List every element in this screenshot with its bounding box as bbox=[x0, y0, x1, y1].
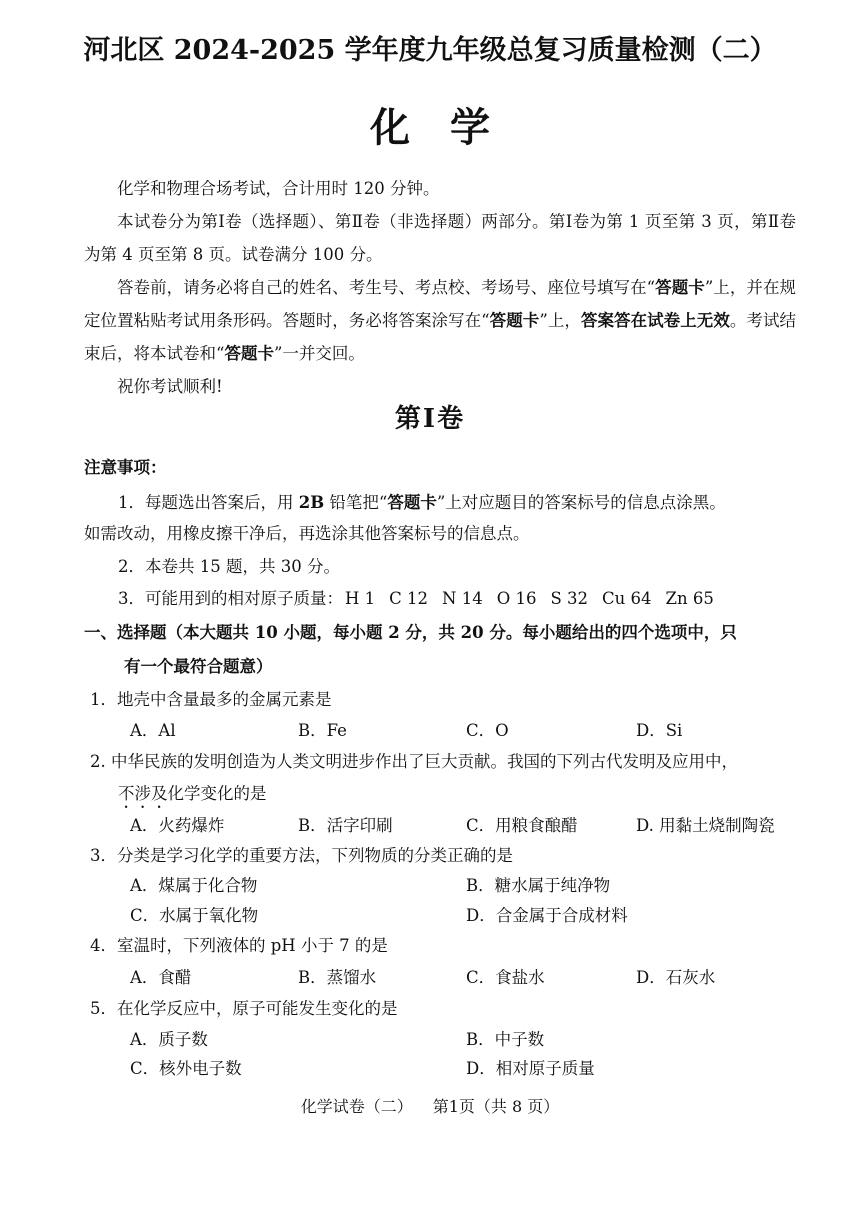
intro-paragraph-3 bbox=[84, 271, 796, 370]
option-b: B．Fe bbox=[298, 721, 347, 740]
note-1-continued: 如需改动，用橡皮擦干净后，再选涂其他答案标号的信息点。 bbox=[84, 524, 530, 543]
option-d: D．合金属于合成材料 bbox=[466, 906, 628, 925]
atomic-mass: C 12 bbox=[389, 589, 429, 608]
option-a: A．火药爆炸 bbox=[130, 816, 225, 835]
option-d: D．Si bbox=[636, 721, 683, 740]
atomic-mass: S 32 bbox=[550, 589, 589, 608]
option-c: C．核外电子数 bbox=[130, 1059, 242, 1078]
note-text: 铅笔把“ bbox=[324, 493, 388, 512]
atomic-mass: N 14 bbox=[442, 589, 483, 608]
option-a: A．Al bbox=[130, 721, 176, 740]
option-d: D. 用黏土烧制陶瓷 bbox=[636, 816, 775, 835]
subject-title: 化学 bbox=[370, 104, 530, 151]
option-b: B．蒸馏水 bbox=[298, 968, 377, 987]
question-stem: 2. 中华民族的发明创造为人类文明进步作出了巨大贡献。我国的下列古代发明及应用中， bbox=[90, 752, 738, 771]
intro-paragraph-1: 化学和物理合场考试，合计用时 120 分钟。 bbox=[117, 179, 440, 198]
question-text: 化学变化的是 bbox=[167, 784, 267, 803]
exam-title: 河北区 2024-2025 学年度九年级总复习质量检测（二） bbox=[83, 35, 777, 66]
intro-paragraph-2: 本试卷分为第Ⅰ卷（选择题）、第Ⅱ卷（非选择题）两部分。第Ⅰ卷为第 1 页至第 3 页，第Ⅱ卷为第 4 页至第 8 页。试卷满分 100 分。 bbox=[84, 212, 796, 264]
intro-text: ”上，并在规定位置粘贴考试用条形码。答题时，务必将答案涂写在“ bbox=[84, 278, 797, 330]
note-2: 2．本卷共 15 题，共 30 分。 bbox=[118, 557, 340, 576]
emphasized-negation: 不涉及 bbox=[118, 784, 168, 803]
part-heading-line-2: 有一个最符合题意） bbox=[124, 657, 273, 676]
question-stem-continued bbox=[118, 783, 267, 812]
atomic-mass: Cu 64 bbox=[602, 589, 652, 608]
note-1 bbox=[118, 492, 726, 514]
option-b: B．活字印刷 bbox=[298, 816, 393, 835]
invalid-answer-warning: 答案答在试卷上无效 bbox=[580, 311, 730, 330]
answer-card-term: 答题卡 bbox=[655, 278, 705, 297]
answer-card-term: 答题卡 bbox=[224, 344, 274, 363]
intro-text: 答卷前，请务必将自己的姓名、考生号、考点校、考场号、座位号填写在“ bbox=[117, 278, 656, 297]
atomic-mass: Zn 65 bbox=[665, 589, 714, 608]
intro-text: ”上， bbox=[539, 311, 581, 330]
option-b: B．中子数 bbox=[466, 1030, 545, 1049]
note-3-label: 3．可能用到的相对原子质量： bbox=[118, 589, 343, 608]
question-stem: 4．室温时，下列液体的 pH 小于 7 的是 bbox=[90, 936, 388, 955]
option-c: C．用粮食酿醋 bbox=[466, 816, 578, 835]
option-a: A．质子数 bbox=[130, 1030, 208, 1049]
pencil-type: 2B bbox=[298, 493, 325, 512]
option-a: A．煤属于化合物 bbox=[130, 876, 258, 895]
page-footer bbox=[0, 1094, 860, 1117]
notes-heading: 注意事项： bbox=[84, 458, 167, 477]
answer-card-term: 答题卡 bbox=[489, 311, 540, 330]
option-a: A．食醋 bbox=[130, 968, 192, 987]
option-c: C．O bbox=[466, 721, 509, 740]
question-stem: 5．在化学反应中，原子可能发生变化的是 bbox=[90, 999, 398, 1018]
answer-card-term: 答题卡 bbox=[387, 493, 437, 512]
note-3 bbox=[118, 588, 728, 610]
intro-text: 。考试结束后，将本试卷和“ bbox=[84, 311, 797, 363]
option-d: D．相对原子质量 bbox=[466, 1059, 595, 1078]
atomic-mass: H 1 bbox=[345, 589, 376, 608]
part-heading-line-1: 一、选择题（本大题共 10 小题，每小题 2 分，共 20 分。每小题给出的四个选项中，只 bbox=[84, 623, 737, 642]
question-stem: 1．地壳中含量最多的金属元素是 bbox=[90, 690, 332, 709]
question-stem: 3．分类是学习化学的重要方法，下列物质的分类正确的是 bbox=[90, 846, 513, 865]
note-text: 1．每题选出答案后，用 bbox=[118, 493, 299, 512]
intro-paragraph-4: 祝你考试顺利! bbox=[117, 377, 223, 396]
option-d: D．石灰水 bbox=[636, 968, 716, 987]
section-title: 第Ⅰ卷 bbox=[394, 404, 466, 434]
note-text: ”上对应题目的答案标号的信息点涂黑。 bbox=[436, 493, 726, 512]
intro-text: ”一并交回。 bbox=[273, 344, 365, 363]
atomic-mass: O 16 bbox=[496, 589, 537, 608]
option-b: B．糖水属于纯净物 bbox=[466, 876, 611, 895]
footer-exam-name: 化学试卷（二） bbox=[300, 1097, 413, 1116]
option-c: C．水属于氧化物 bbox=[130, 906, 259, 925]
footer-page-number: 第1页（共 8 页） bbox=[432, 1097, 560, 1116]
option-c: C．食盐水 bbox=[466, 968, 545, 987]
